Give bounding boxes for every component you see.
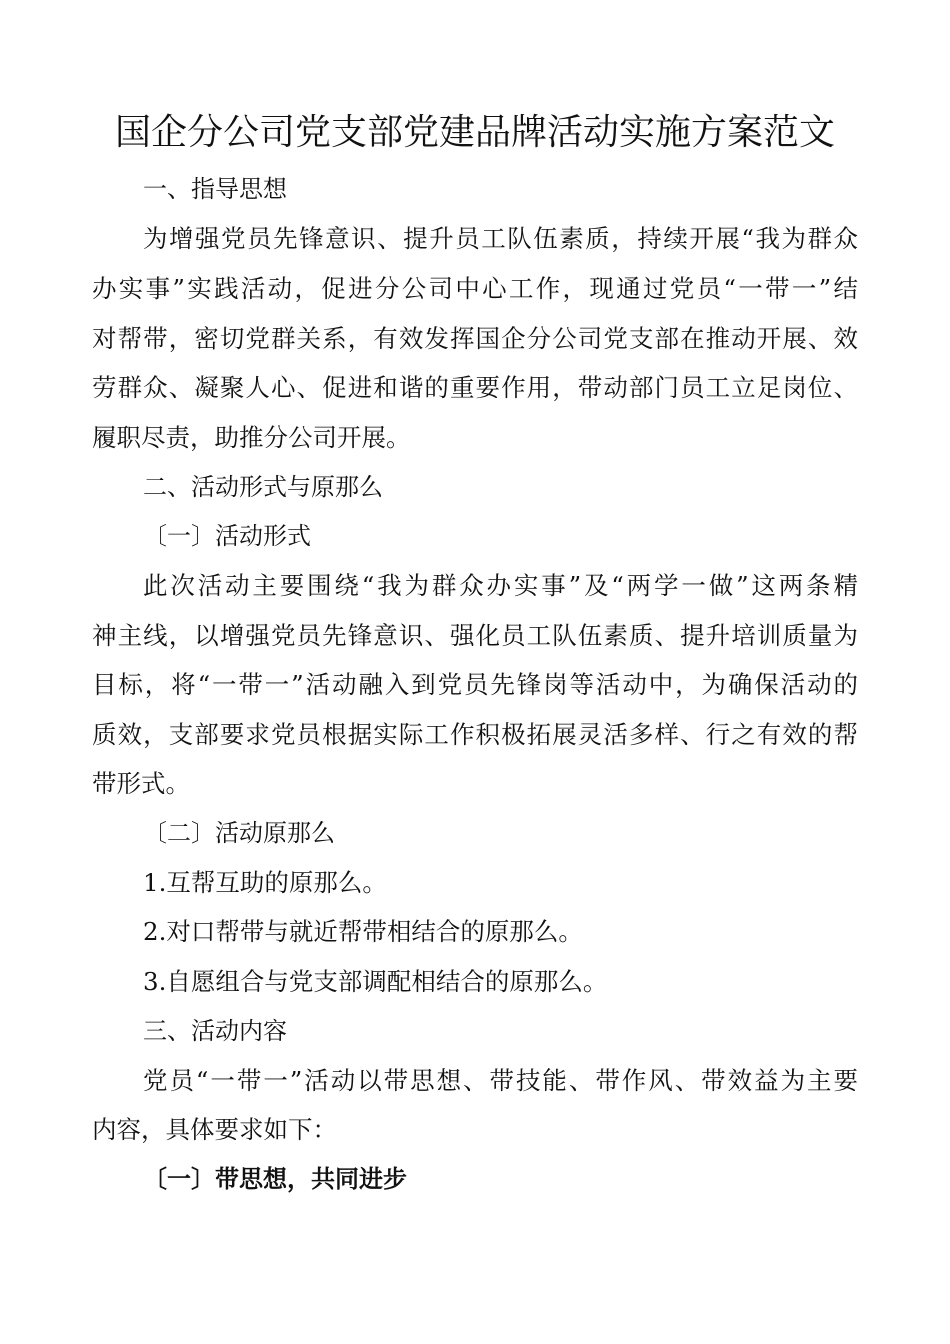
list-item: 3.自愿组合与党支部调配相结合的原那么。 — [143, 967, 608, 996]
paragraph-line: 此次活动主要围绕“我为群众办实事”及“两学一做”这两条精 — [143, 571, 858, 600]
subsection-heading-activity-principles: 〔二〕活动原那么 — [143, 819, 335, 847]
section-heading-activity-form: 二、活动形式与原那么 — [143, 473, 383, 501]
subsection-heading-activity-form: 〔一〕活动形式 — [143, 522, 311, 550]
paragraph-line: 办实事”实践活动，促进分公司中心工作，现通过党员“一带一”结 — [92, 274, 858, 303]
paragraph-line: 劳群众、凝聚人心、促进和谐的重要作用，带动部门员工立足岗位、 — [92, 373, 858, 402]
paragraph-line: 内容，具体要求如下： — [92, 1115, 337, 1144]
subsection-heading-lead-thought: 〔一〕带思想，共同进步 — [143, 1165, 407, 1193]
paragraph-line: 为增强党员先锋意识、提升员工队伍素质，持续开展“我为群众 — [143, 224, 858, 253]
document-title: 国企分公司党支部党建品牌活动实施方案范文 — [114, 112, 835, 153]
paragraph-line: 履职尽责，助推分公司开展。 — [92, 423, 411, 452]
list-item: 2.对口帮带与就近帮带相结合的原那么。 — [143, 917, 583, 946]
paragraph-line: 对帮带，密切党群关系，有效发挥国企分公司党支部在推动开展、效 — [92, 324, 858, 353]
paragraph-line: 质效，支部要求党员根据实际工作积极拓展灵活多样、行之有效的帮 — [92, 720, 858, 749]
list-item: 1.互帮互助的原那么。 — [143, 868, 387, 897]
section-heading-activity-content: 三、活动内容 — [143, 1017, 287, 1045]
paragraph-line: 神主线，以增强党员先锋意识、强化员工队伍素质、提升培训质量为 — [92, 621, 858, 650]
paragraph-line: 目标，将“一带一”活动融入到党员先锋岗等活动中，为确保活动的 — [92, 670, 858, 699]
paragraph-line: 带形式。 — [92, 769, 190, 798]
section-heading-guiding-ideology: 一、指导思想 — [143, 175, 287, 203]
paragraph-line: 党员“一带一”活动以带思想、带技能、带作风、带效益为主要 — [143, 1066, 858, 1095]
